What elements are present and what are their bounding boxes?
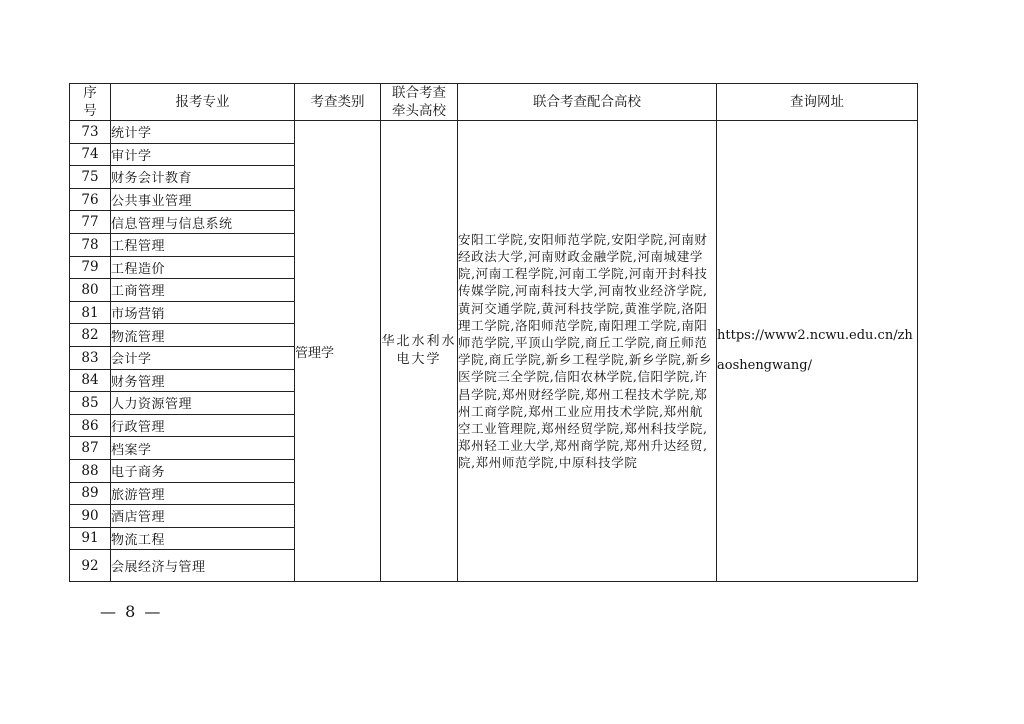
major-name: 统计学 bbox=[111, 121, 295, 144]
header-category: 考查类别 bbox=[295, 84, 381, 121]
row-number: 78 bbox=[70, 233, 111, 256]
row-number: 76 bbox=[70, 188, 111, 211]
row-number: 84 bbox=[70, 369, 111, 392]
major-name: 财务会计教育 bbox=[111, 166, 295, 189]
row-number: 87 bbox=[70, 437, 111, 460]
major-name: 档案学 bbox=[111, 437, 295, 460]
row-number: 82 bbox=[70, 324, 111, 347]
major-name: 工商管理 bbox=[111, 279, 295, 302]
major-name: 酒店管理 bbox=[111, 505, 295, 528]
table-row bbox=[70, 121, 918, 144]
row-number: 80 bbox=[70, 279, 111, 302]
major-name: 人力资源管理 bbox=[111, 392, 295, 415]
major-name: 工程造价 bbox=[111, 256, 295, 279]
table-header-row bbox=[70, 84, 918, 121]
row-number: 79 bbox=[70, 256, 111, 279]
category-cell: 管理学 bbox=[295, 121, 381, 582]
row-number: 74 bbox=[70, 143, 111, 166]
row-number: 86 bbox=[70, 414, 111, 437]
query-url-cell[interactable]: https://www2.ncwu.edu.cn/zhaoshengwang/ bbox=[717, 121, 918, 582]
admission-table bbox=[69, 83, 918, 582]
row-number: 77 bbox=[70, 211, 111, 234]
row-number: 89 bbox=[70, 482, 111, 505]
header-seq: 序号 bbox=[70, 84, 111, 121]
row-number: 81 bbox=[70, 301, 111, 324]
row-number: 92 bbox=[70, 550, 111, 582]
major-name: 公共事业管理 bbox=[111, 188, 295, 211]
major-name: 工程管理 bbox=[111, 233, 295, 256]
row-number: 85 bbox=[70, 392, 111, 415]
row-number: 91 bbox=[70, 527, 111, 550]
lead-school-cell: 华北水利水电大学 bbox=[381, 121, 458, 582]
row-number: 73 bbox=[70, 121, 111, 144]
major-name: 旅游管理 bbox=[111, 482, 295, 505]
major-name: 电子商务 bbox=[111, 459, 295, 482]
header-partner-schools: 联合考查配合高校 bbox=[458, 84, 717, 121]
major-name: 审计学 bbox=[111, 143, 295, 166]
major-name: 市场营销 bbox=[111, 301, 295, 324]
row-number: 83 bbox=[70, 346, 111, 369]
header-lead-school: 联合考查牵头高校 bbox=[381, 84, 458, 121]
row-number: 90 bbox=[70, 505, 111, 528]
partner-schools-cell: 安阳工学院,安阳师范学院,安阳学院,河南财经政法大学,河南财政金融学院,河南城建学院,河南工程学院,河南工学院,河南开封科技传媒学院,河南科技大学,河南牧业经济学院,黄河交通学院,黄河科技学院,黄淮学院,洛阳理工学院,洛阳师范学院,南阳理工学院,南阳师范学院,平顶山学院,商丘工学院,商丘师范学院,商丘学院,新乡工程学院,新乡学院,新乡医学院三全学院,信阳农林学院,信阳学院,许昌学院,郑州财经学院,郑州工程技术学院,郑州工商学院,郑州工业应用技术学院,郑州航空工业管理院,郑州经贸学院,郑州科技学院,郑州轻工业大学,郑州商学院,郑州升达经贸,院,郑州师范学院,中原科技学院 bbox=[458, 121, 717, 582]
header-url: 查询网址 bbox=[717, 84, 918, 121]
header-major: 报考专业 bbox=[111, 84, 295, 121]
major-name: 财务管理 bbox=[111, 369, 295, 392]
major-name: 信息管理与信息系统 bbox=[111, 211, 295, 234]
major-name: 会展经济与管理 bbox=[111, 550, 295, 582]
row-number: 88 bbox=[70, 459, 111, 482]
major-name: 物流管理 bbox=[111, 324, 295, 347]
major-name: 行政管理 bbox=[111, 414, 295, 437]
page-number: — 8 — bbox=[100, 602, 163, 621]
row-number: 75 bbox=[70, 166, 111, 189]
major-name: 物流工程 bbox=[111, 527, 295, 550]
major-name: 会计学 bbox=[111, 346, 295, 369]
